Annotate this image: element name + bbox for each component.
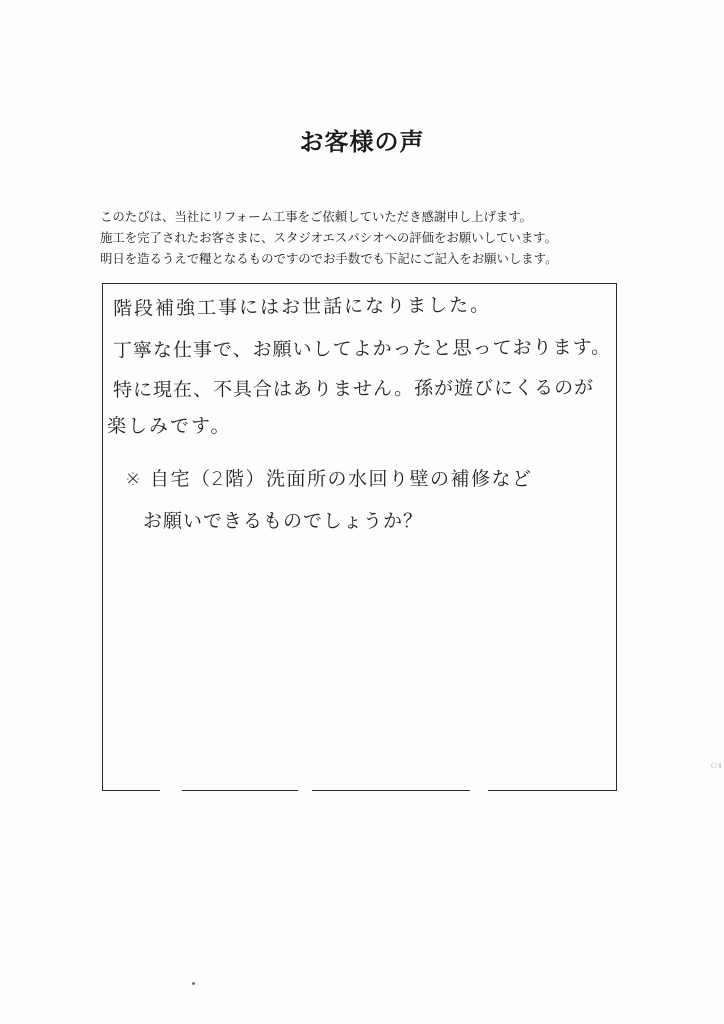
page-title: お客様の声 [299,127,425,156]
scan-speck [192,982,195,985]
comment-box [102,283,617,791]
handwritten-line: 特に現在、不具合はありません。孫が遊びにくるのが [112,376,595,402]
intro-line: このたびは、当社にリフォーム工事をご依頼していただき感謝申し上げます。 [100,209,533,224]
handwritten-line: お願いできるものでしょうか？ [143,510,424,532]
scan-gap [470,789,488,792]
handwritten-line: 楽しみです。 [107,415,232,437]
scan-gap [160,789,182,792]
scan-gap [298,789,312,792]
handwritten-line: 丁寧な仕事で、お願いしてよかったと思っております。 [112,336,612,362]
handwritten-line: ※ 自宅（2階）洗面所の水回り壁の補修など [125,468,533,490]
handwritten-line: 階段補強工事にはお世話になりました。 [112,294,492,320]
intro-line: 施工を完了されたお客さまに、スタジオエスパシオへの評価をお願いしています。 [100,230,557,245]
scan-edge-mark: ঃ [710,761,722,770]
intro-line: 明日を造るうえで糧となるものですのでお手数でも下記にご記入をお願いします。 [100,251,558,266]
intro-text [100,206,640,269]
